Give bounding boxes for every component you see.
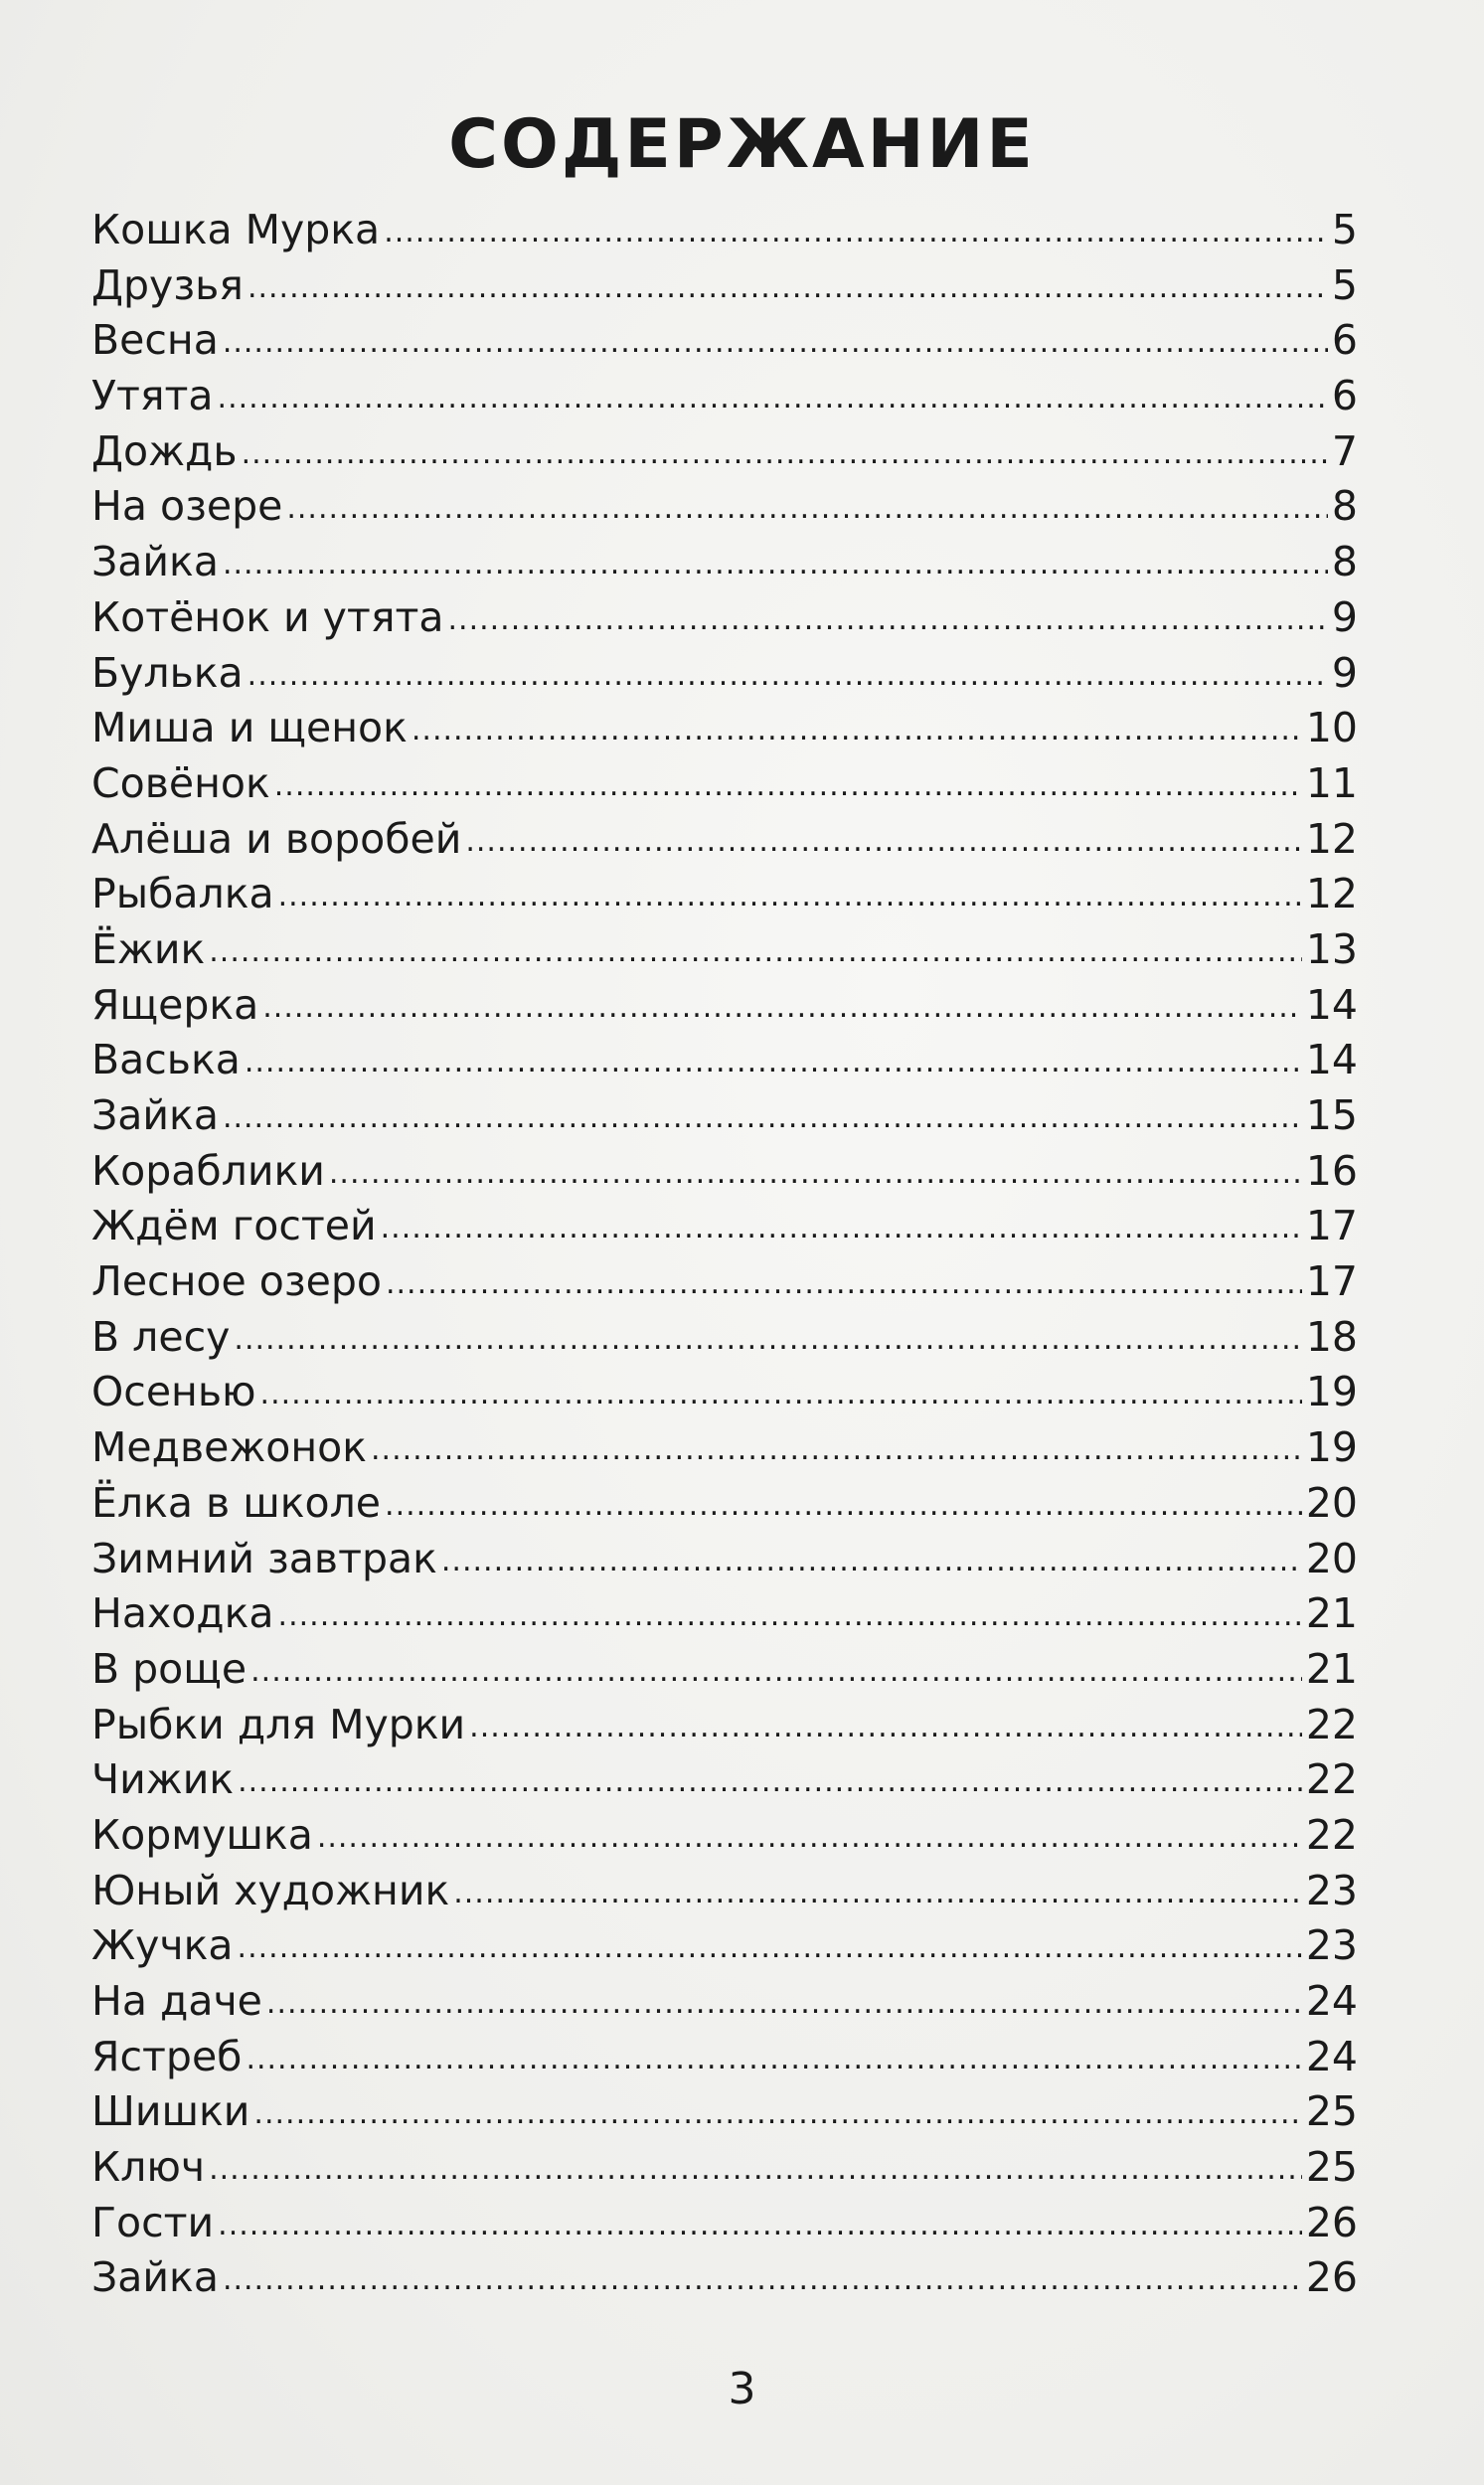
toc-entry (91, 701, 1358, 756)
toc-entry-title: Васька (91, 1036, 241, 1084)
toc-entry-page: 12 (1305, 814, 1358, 863)
toc-dot-leader (223, 311, 1328, 371)
toc-entry (91, 2030, 1358, 2085)
toc-dot-leader (384, 201, 1328, 260)
toc-entry (91, 479, 1358, 535)
toc-entry-page: 24 (1305, 2032, 1358, 2080)
toc-dot-leader (247, 644, 1328, 704)
toc-entry (91, 590, 1358, 646)
toc-entry (91, 424, 1358, 480)
toc-dot-leader (247, 256, 1328, 316)
page-number: 3 (728, 2364, 756, 2414)
toc-dot-leader (266, 1972, 1302, 2032)
toc-dot-leader (238, 1916, 1302, 1976)
toc-entry (91, 313, 1358, 369)
toc-entry-title: На даче (91, 1977, 262, 2025)
toc-entry-page: 23 (1305, 1921, 1358, 1970)
toc-entry-title: Алёша и воробей (91, 814, 462, 863)
toc-entry-page: 15 (1305, 1091, 1358, 1139)
toc-entry-page: 19 (1305, 1368, 1358, 1416)
toc-entry-title: Лесное озеро (91, 1257, 382, 1306)
toc-entry (91, 922, 1358, 978)
toc-entry-page: 9 (1331, 648, 1358, 697)
toc-entry (91, 1365, 1358, 1420)
toc-entry-title: Ящерка (91, 980, 259, 1029)
toc-entry-title: Рыбки для Мурки (91, 1700, 466, 1748)
toc-dot-leader (385, 1474, 1302, 1534)
toc-entry-title: Друзья (91, 260, 244, 309)
toc-entry-title: Чижик (91, 1755, 235, 1804)
toc-entry-page: 20 (1305, 1534, 1358, 1582)
toc-dot-leader (448, 588, 1328, 648)
toc-entry-title: В лесу (91, 1312, 231, 1361)
toc-entry-title: Зайка (91, 1091, 219, 1139)
toc-entry (91, 1698, 1358, 1753)
toc-entry (91, 1532, 1358, 1587)
toc-entry-page: 25 (1305, 2087, 1358, 2136)
toc-entry-page: 14 (1305, 1036, 1358, 1084)
toc-dot-leader (371, 1418, 1302, 1478)
toc-entry-page: 6 (1331, 372, 1358, 420)
toc-entry (91, 1033, 1358, 1088)
toc-entry-page: 10 (1305, 704, 1358, 752)
toc-entry-title: Ключ (91, 2143, 206, 2192)
toc-entry-title: Кошка Мурка (91, 206, 381, 253)
toc-entry-title: Кормушка (91, 1810, 313, 1859)
toc-dot-leader (412, 699, 1302, 758)
toc-entry-page: 13 (1305, 924, 1358, 973)
toc-entry-title: Утята (91, 372, 214, 420)
toc-entry-title: Рыбалка (91, 870, 274, 918)
toc-entry-page: 7 (1331, 426, 1358, 475)
toc-entry (91, 1642, 1358, 1698)
toc-entry-page: 8 (1331, 482, 1358, 531)
toc-dot-leader (250, 1640, 1302, 1700)
toc-entry-page: 11 (1305, 758, 1358, 807)
toc-dot-leader (286, 477, 1328, 537)
toc-entry-page: 19 (1305, 1423, 1358, 1472)
toc-dot-leader (209, 2138, 1302, 2198)
toc-dot-leader (453, 1862, 1302, 1921)
toc-entry-page: 21 (1305, 1589, 1358, 1638)
toc-dot-leader (260, 1363, 1302, 1422)
toc-entry-page: 5 (1331, 260, 1358, 309)
toc-entry-title: Ждём гостей (91, 1202, 377, 1250)
toc-dot-leader (223, 1086, 1302, 1146)
toc-entry (91, 2250, 1358, 2306)
toc-entry-page: 22 (1305, 1755, 1358, 1804)
toc-dot-leader (218, 2194, 1302, 2253)
toc-dot-leader (386, 1252, 1302, 1312)
toc-dot-leader (441, 1530, 1302, 1589)
toc-entry-title: Ястреб (91, 2032, 243, 2080)
toc-entry-title: Зимний завтрак (91, 1534, 437, 1582)
toc-entry (91, 1420, 1358, 1476)
toc-entry (91, 203, 1358, 258)
toc-entry-title: Гости (91, 2198, 215, 2246)
toc-entry-page: 23 (1305, 1866, 1358, 1914)
toc-entry (91, 2140, 1358, 2196)
toc-entry-page: 12 (1305, 870, 1358, 918)
toc-entry (91, 1918, 1358, 1974)
toc-entry-page: 6 (1331, 316, 1358, 365)
toc-entry-title: Жучка (91, 1921, 234, 1970)
toc-dot-leader (253, 2082, 1301, 2142)
toc-entry (91, 867, 1358, 922)
toc-entry (91, 1864, 1358, 1919)
toc-entry (91, 1254, 1358, 1310)
toc-dot-leader (246, 2028, 1301, 2087)
toc-dot-leader (278, 1584, 1302, 1644)
toc-entry-page: 26 (1305, 2198, 1358, 2246)
toc-entry-page: 22 (1305, 1700, 1358, 1748)
toc-entry-title: Зайка (91, 538, 219, 586)
toc-dot-leader (317, 1806, 1302, 1866)
toc-dot-leader (278, 865, 1302, 924)
toc-entry-page: 8 (1331, 538, 1358, 586)
toc-entry-title: На озере (91, 482, 283, 531)
toc-entry (91, 258, 1358, 314)
toc-entry-page: 18 (1305, 1312, 1358, 1361)
toc-dot-leader (223, 2248, 1302, 2308)
toc-entry-title: Весна (91, 316, 219, 365)
toc-dot-leader (238, 1750, 1302, 1810)
toc-entry (91, 369, 1358, 424)
toc-entry-title: Ёжик (91, 924, 206, 973)
toc-entry-title: Кораблики (91, 1146, 325, 1195)
toc-entry (91, 1974, 1358, 2030)
toc-entry-page: 24 (1305, 1977, 1358, 2025)
toc-entry-title: Булька (91, 648, 244, 697)
toc-entry-title: Находка (91, 1589, 274, 1638)
toc-dot-leader (234, 1308, 1301, 1368)
toc-entry-title: Дождь (91, 426, 238, 475)
toc-dot-leader (223, 533, 1328, 592)
toc-entry (91, 2196, 1358, 2251)
page-title: СОДЕРЖАНИЕ (448, 105, 1036, 184)
toc-entry (91, 1144, 1358, 1200)
toc-entry-title: В роще (91, 1644, 247, 1693)
toc-dot-leader (242, 422, 1328, 482)
toc-dot-leader (381, 1197, 1302, 1256)
toc-entry (91, 1310, 1358, 1366)
toc-entry-title: Осенью (91, 1368, 256, 1416)
toc-entry (91, 978, 1358, 1034)
toc-entry (91, 1752, 1358, 1808)
toc-entry (91, 1199, 1358, 1254)
toc-dot-leader (465, 810, 1301, 870)
toc-entry (91, 1808, 1358, 1864)
toc-entry-page: 9 (1331, 592, 1358, 641)
toc-dot-leader (245, 1031, 1302, 1090)
toc-entry-page: 16 (1305, 1146, 1358, 1195)
toc-entry-page: 20 (1305, 1478, 1358, 1527)
toc-entry-page: 14 (1305, 980, 1358, 1029)
table-of-contents (91, 203, 1358, 2306)
toc-entry (91, 1088, 1358, 1144)
toc-entry-title: Зайка (91, 2253, 219, 2302)
toc-entry-title: Миша и щенок (91, 704, 408, 752)
toc-entry (91, 1586, 1358, 1642)
toc-entry-page: 22 (1305, 1810, 1358, 1859)
toc-dot-leader (274, 754, 1302, 814)
toc-entry (91, 2084, 1358, 2140)
toc-entry (91, 812, 1358, 868)
toc-entry-page: 26 (1305, 2253, 1358, 2302)
toc-entry-page: 5 (1331, 206, 1358, 253)
toc-entry (91, 1476, 1358, 1532)
toc-dot-leader (218, 367, 1328, 426)
toc-entry-page: 17 (1305, 1202, 1358, 1250)
toc-dot-leader (329, 1142, 1302, 1202)
toc-entry-title: Медвежонок (91, 1423, 368, 1472)
toc-entry-title: Котёнок и утята (91, 592, 444, 641)
toc-dot-leader (209, 920, 1302, 980)
toc-entry-page: 17 (1305, 1257, 1358, 1306)
toc-dot-leader (262, 976, 1302, 1036)
toc-entry (91, 646, 1358, 702)
toc-entry-title: Ёлка в школе (91, 1478, 382, 1527)
toc-entry (91, 756, 1358, 812)
toc-entry-page: 21 (1305, 1644, 1358, 1693)
toc-entry-page: 25 (1305, 2143, 1358, 2192)
toc-entry (91, 535, 1358, 590)
toc-entry-title: Совёнок (91, 758, 270, 807)
toc-entry-title: Шишки (91, 2087, 250, 2136)
toc-dot-leader (469, 1696, 1302, 1755)
toc-entry-title: Юный художник (91, 1866, 450, 1914)
